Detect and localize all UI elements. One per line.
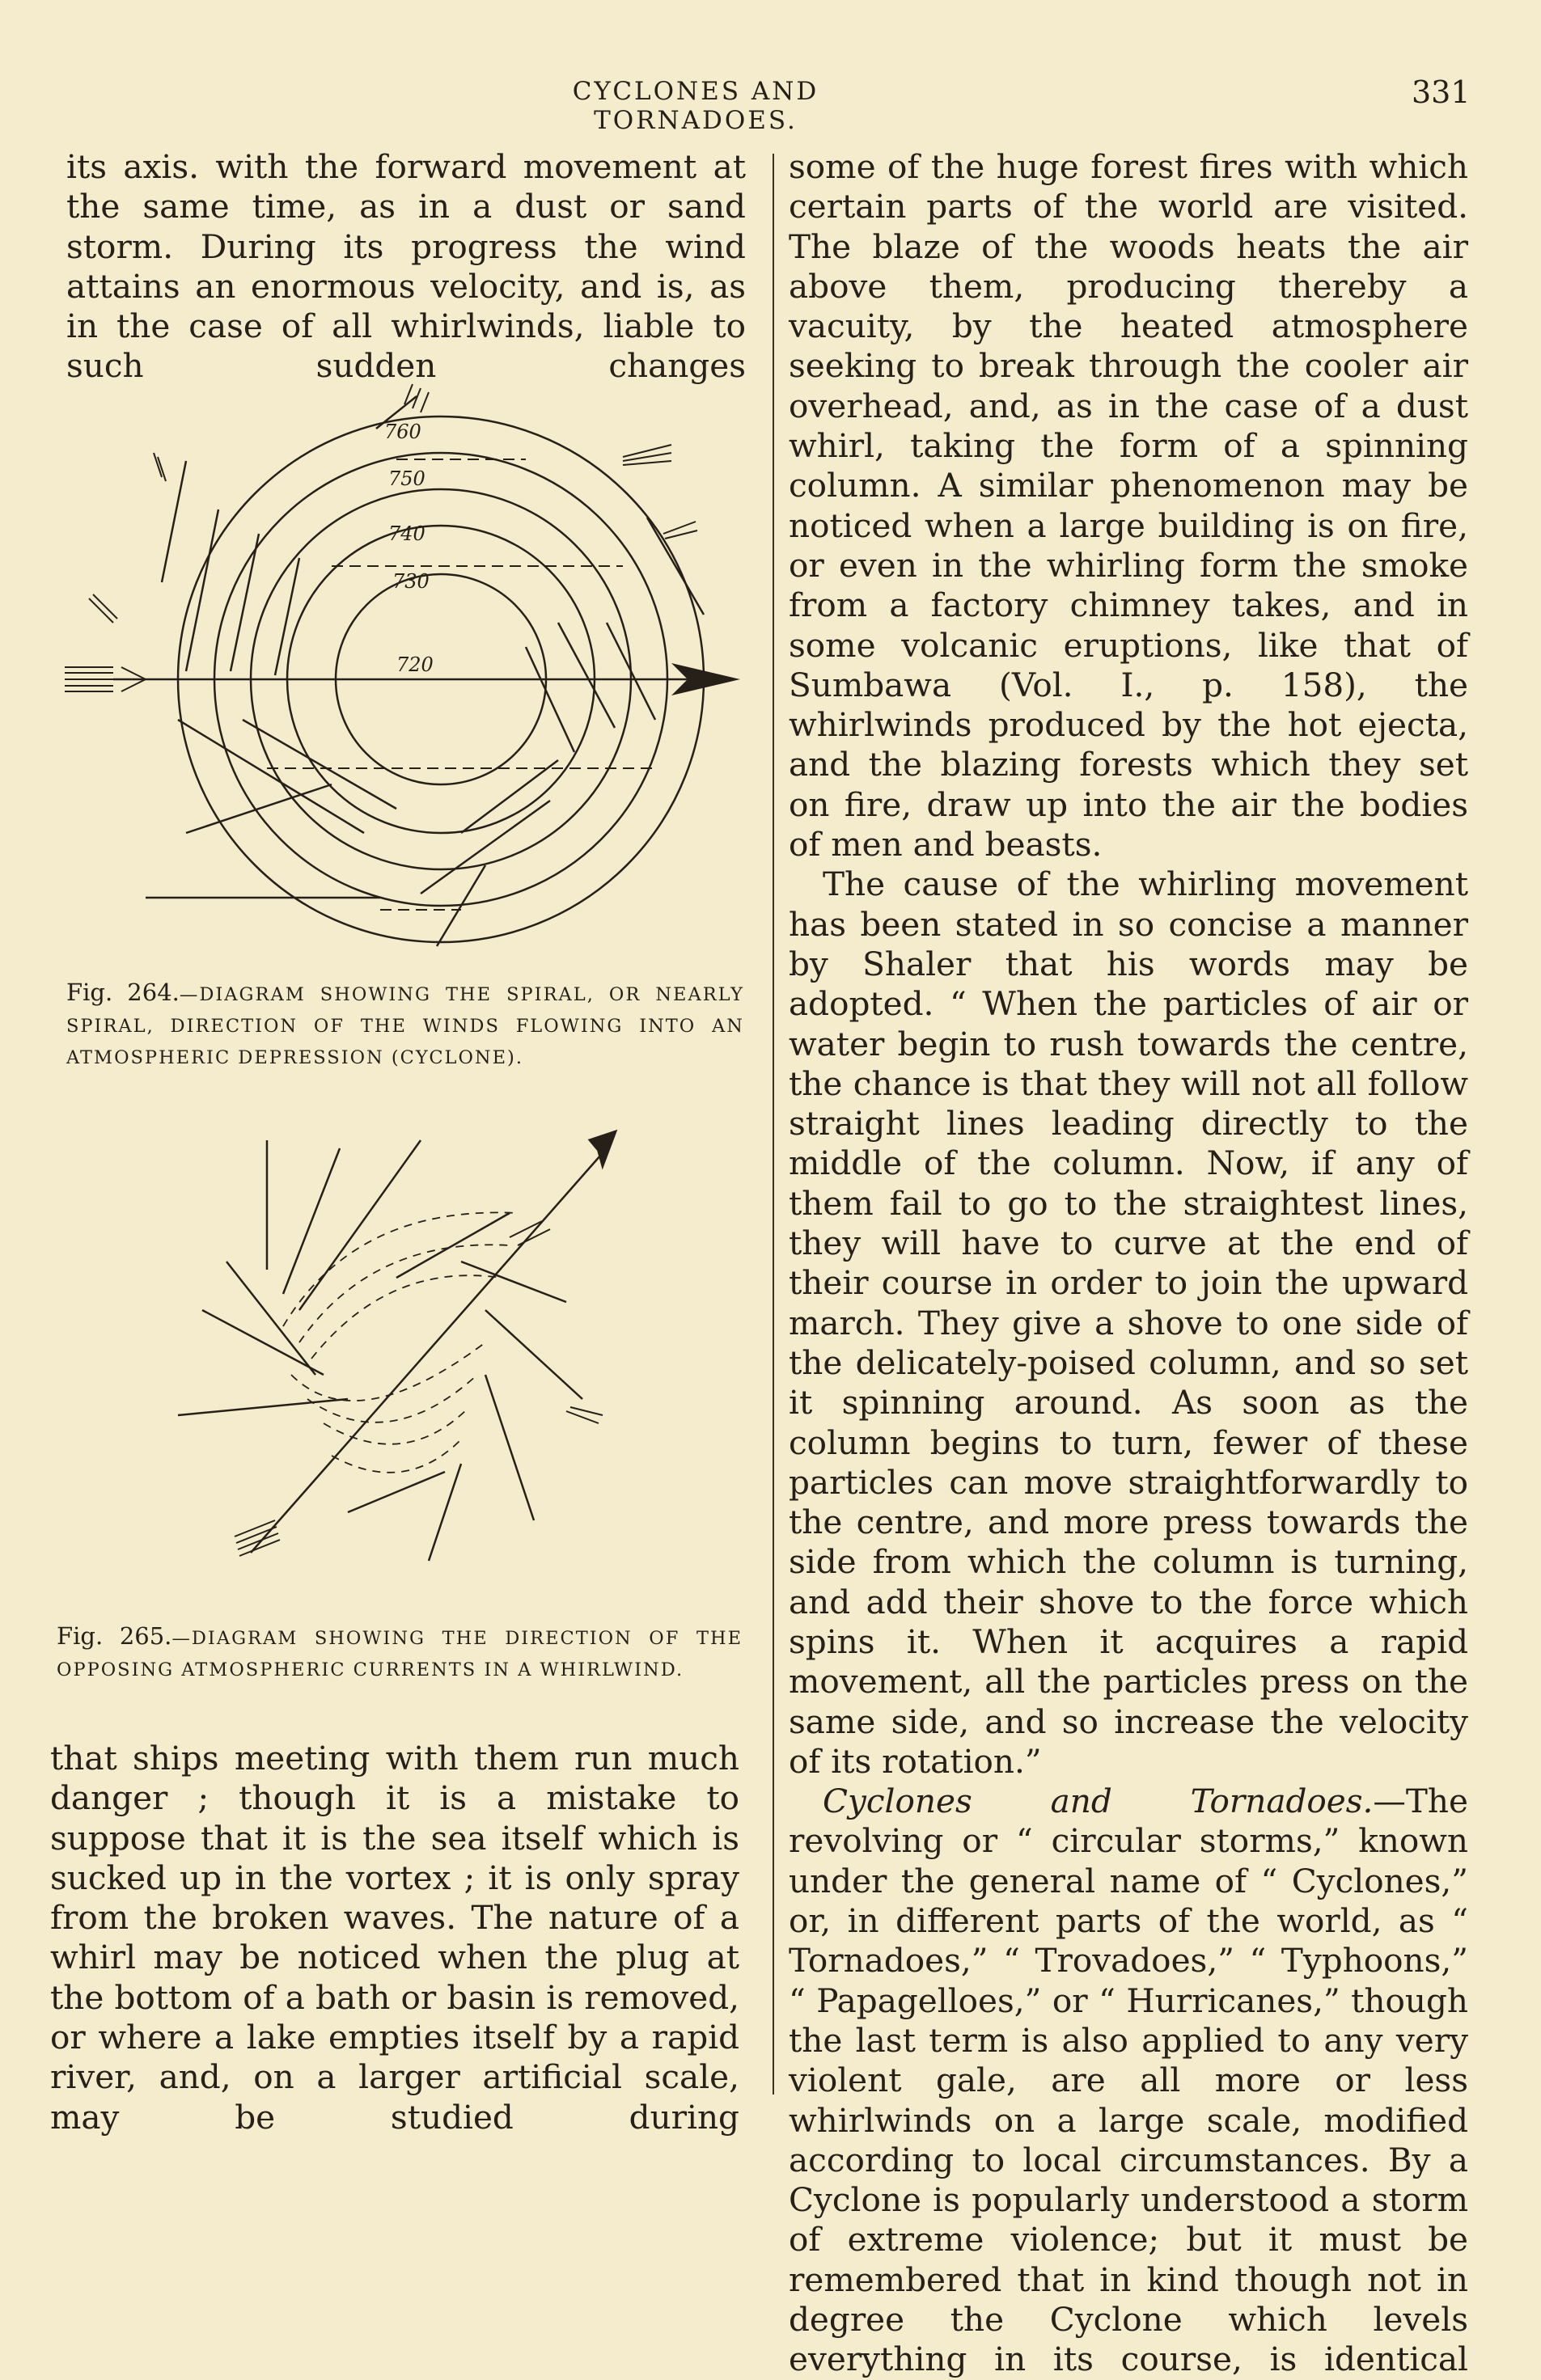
arrow-feathers (404, 384, 429, 412)
figure-264-cyclone-diagram (57, 380, 752, 970)
caption-figure-number: Fig. 264. (66, 979, 180, 1006)
wind-arrow (275, 558, 299, 675)
wind-arrow (299, 1140, 421, 1310)
right-column-text (789, 147, 1468, 2380)
wind-arrow (348, 1472, 445, 1512)
wind-arrow (186, 784, 332, 833)
main-arrowhead (591, 1132, 615, 1165)
left-column-bottom-text (50, 1739, 739, 2137)
figure-265-caption (57, 1621, 743, 1686)
figure-264-caption (66, 977, 744, 1074)
paragraph: The cause of the whirling movement has been stated in so concise a manner by Shaler that his words may be adopted. “ When the particles of air or water begin to rush towards the centre, the chance is that they will not all follow straight lines leading directly to the middle of the column. Now, if any of them fail to go to the straightest lines, they will have to curve at the end of their course in order to join the upward march. They give a shove to one side of the delicately-poised column, and so set it spinning around. As soon as the column begins to turn, fewer of these particles can move straightforwardly to the centre, and more press towards the side from which the column is turning, and add their shove to the force which spins it. When it acquires a rapid movement, all the particles press on the same side, and so increase the velocity of its rotation.” (789, 864, 1468, 1781)
wind-arrow (485, 1375, 534, 1520)
isobar-label-760: 760 (384, 421, 421, 443)
wind-arrow (178, 1399, 348, 1415)
running-title: CYCLONES AND TORNADOES. (572, 77, 819, 135)
wind-arrow (526, 647, 574, 752)
section-heading: Cyclones and Tornadoes. (823, 1782, 1374, 1821)
arrow-feathers (663, 522, 697, 539)
wind-arrow (186, 509, 218, 671)
column-divider (773, 154, 774, 2095)
figure-265-whirlwind-diagram (162, 1132, 647, 1601)
wind-arrow (243, 720, 396, 809)
paragraph (789, 1782, 1468, 2379)
wind-arrow (558, 623, 615, 728)
wind-arrow (647, 518, 704, 615)
arrow-feathers (566, 1407, 603, 1423)
caption-text: —DIAGRAM SHOWING THE DIRECTION OF THE OPPOSING ATMOSPHERIC CURRENTS IN A WHIRLWIND. (57, 1628, 743, 1680)
wind-arrow (429, 1464, 461, 1561)
wind-arrow (485, 1310, 582, 1399)
wind-arrow (226, 1262, 315, 1375)
section-text: —The revolving or “ circular storms,” known under the general name of “ Cyclones,” or, in different parts of the world, as “ Tornadoes,” “ Trovadoes,” “ Typhoons,” “ Papagelloes,” or “ Hurricanes,” though the last term is also applied to any very violent gale, are all more or less whirlwinds on a large scale, modified according to local circumstances. By a Cyclone is popularly understood a storm of extreme violence; but it must be remembered that in kind though not in degree the Cyclone which levels everything in its course, is identical (789, 1782, 1468, 2379)
paragraph: that ships meeting with them run much danger ; though it is a mistake to suppose that it is the sea itself which is sucked up in the vortex ; it is only spray from the broken waves. The nature of a whirl may be noticed when the plug at the bottom of a bath or basin is removed, or where a lake empties itself by a rapid river, and, on a larger artificial scale, may be studied during (50, 1739, 739, 2137)
wind-arrow (202, 1310, 324, 1375)
page-number: 331 (1412, 74, 1471, 110)
arrow-feathers (510, 1221, 550, 1245)
paragraph: some of the huge forest fires with which certain parts of the world are visited. The blaze of the woods heats the air above them, producing thereby a vacuity, by the heated atmosphere seeking to break through the cooler air overhead, and, as in the case of a dust whirl, taking the form of a spinning column. A similar phenomenon may be noticed when a large building is on fire, or even in the whirling form the smoke from a factory chimney takes, and in some volcanic eruptions, like that of Sumbawa (Vol. I., p. 158), the whirlwinds produced by the hot ejecta, and the blazing forests which they set on fire, draw up into the air the bodies of men and beasts. (789, 147, 1468, 864)
wind-arrow (231, 534, 259, 671)
isobar-label-740: 740 (388, 522, 425, 545)
isobar-label-750: 750 (388, 467, 425, 490)
arrow-feathers (623, 445, 671, 465)
wind-arrow (283, 1148, 340, 1294)
wind-arrow (461, 760, 558, 833)
arrow-feathers (154, 453, 166, 481)
caption-figure-number: Fig. 265. (57, 1622, 172, 1650)
arrow-feathers (89, 594, 117, 623)
dashed-current (311, 1275, 502, 1359)
paragraph: its axis. with the forward movement at the same time, as in a dust or sand storm. During its progress the wind attains an enormous velocity, and is, as in the case of all whirlwinds, liable to such sudden changes (66, 147, 746, 386)
main-current-line (251, 1148, 607, 1553)
caption-text: —DIAGRAM SHOWING THE SPIRAL, OR NEARLY SPIRAL, DIRECTION OF THE WINDS FLOWING INTO AN ATMOSPHERIC DEPRESSION (CYCLONE). (66, 984, 744, 1068)
wind-arrow (607, 623, 655, 720)
left-column-top-text (66, 147, 746, 387)
dashed-current (324, 1407, 469, 1444)
isobar-label-730: 730 (392, 570, 430, 593)
arrow-feathers (235, 1520, 280, 1556)
isobar-label-720: 720 (396, 653, 434, 676)
